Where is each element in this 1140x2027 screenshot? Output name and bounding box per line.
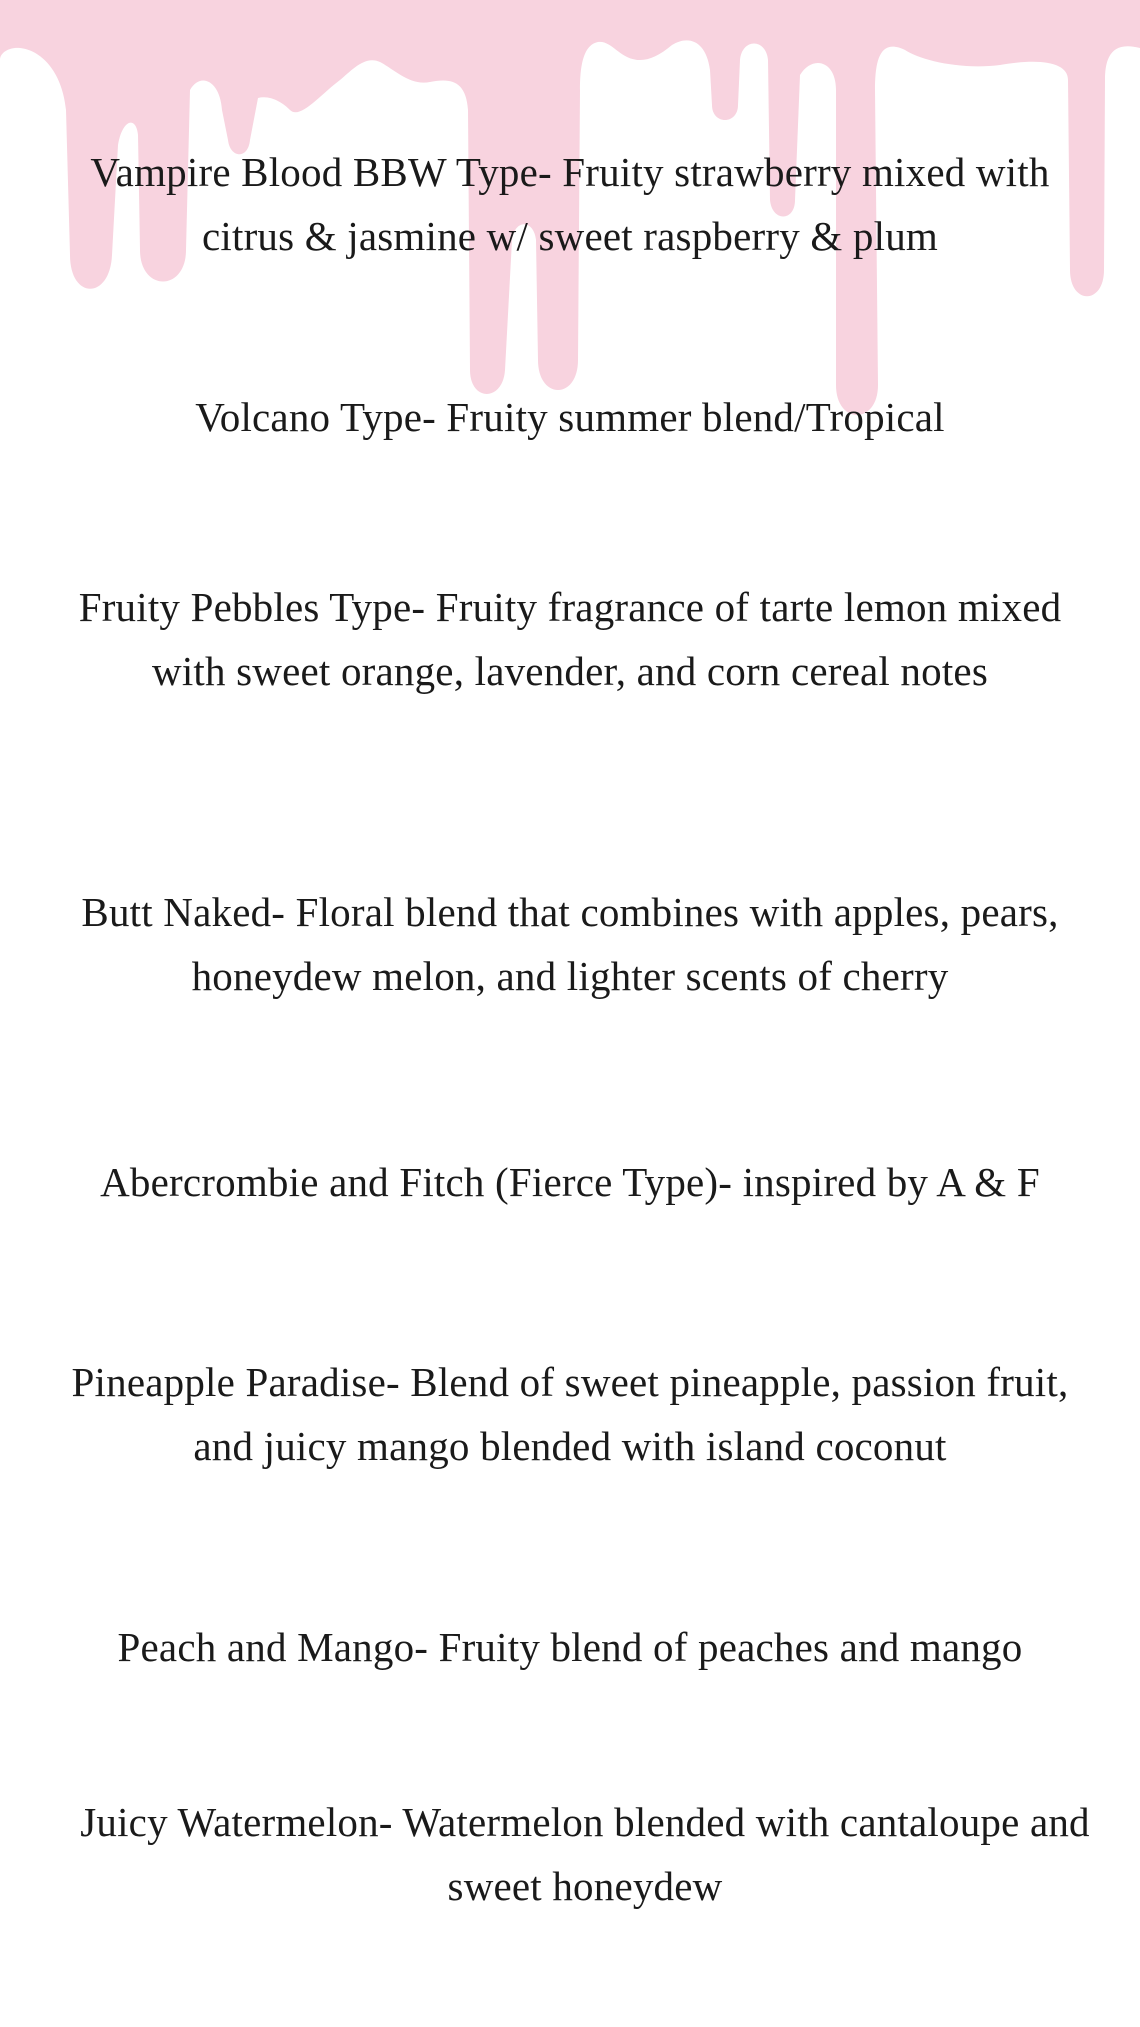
scent-item-volcano: Volcano Type- Fruity summer blend/Tropical	[195, 394, 945, 440]
scent-item-butt-naked: Butt Naked- Floral blend that combines with apples, pears, honeydew melon, and lighter scents of cherry	[81, 889, 1059, 999]
scent-item-fruity-pebbles: Fruity Pebbles Type- Fruity fragrance of tarte lemon mixed with sweet orange, lavender, and corn cereal notes	[78, 584, 1062, 694]
scent-item-juicy-watermelon: Juicy Watermelon- Watermelon blended with cantaloupe and sweet honeydew	[80, 1799, 1090, 1909]
scent-item-peach-mango: Peach and Mango- Fruity blend of peaches and mango	[117, 1624, 1023, 1670]
scent-item-pineapple-paradise: Pineapple Paradise- Blend of sweet pineapple, passion fruit, and juicy mango blended with island coconut	[71, 1359, 1069, 1469]
scent-item-abercrombie-fitch: Abercrombie and Fitch (Fierce Type)- inspired by A & F	[100, 1159, 1040, 1205]
scent-item-vampire-blood: Vampire Blood BBW Type- Fruity strawberry mixed with citrus & jasmine w/ sweet raspberry & plum	[90, 149, 1050, 259]
